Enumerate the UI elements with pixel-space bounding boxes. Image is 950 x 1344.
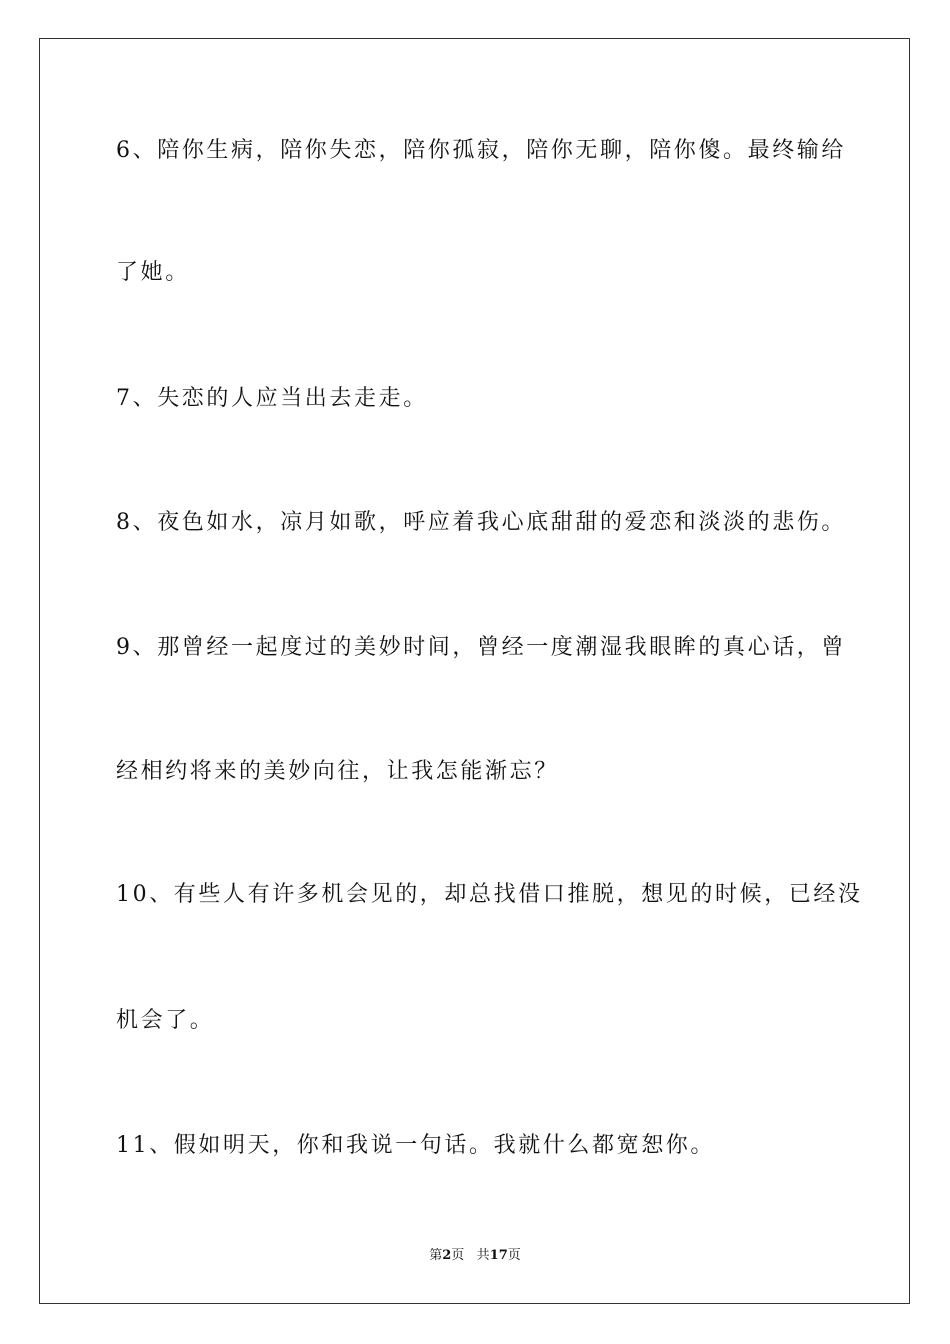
body-line-5: 9、那曾经一起度过的美妙时间，曾经一度潮湿我眼眸的真心话，曾 (116, 635, 846, 660)
body-line-3: 7、失恋的人应当出去走走。 (116, 386, 428, 411)
footer-total-prefix: 共 (476, 1248, 490, 1263)
body-line-2: 了她。 (116, 260, 190, 285)
footer-page-prefix: 第 (429, 1248, 443, 1263)
body-line-1: 6、陪你生病，陪你失恋，陪你孤寂，陪你无聊，陪你傻。最终输给 (116, 138, 846, 163)
body-line-7: 10、有些人有许多机会见的，却总找借口推脱，想见的时候，已经没 (116, 882, 863, 907)
footer-total-pages: 17 (489, 1248, 508, 1263)
footer-page-suffix: 页 (451, 1248, 465, 1263)
page-border (39, 38, 910, 1304)
body-line-8: 机会了。 (116, 1008, 215, 1033)
footer-page-number: 2 (442, 1248, 452, 1263)
page-footer (0, 1246, 950, 1266)
footer-total-suffix: 页 (507, 1248, 521, 1263)
body-line-4: 8、夜色如水，凉月如歌，呼应着我心底甜甜的爱恋和淡淡的悲伤。 (116, 510, 846, 535)
body-line-6: 经相约将来的美妙向往，让我怎能渐忘？ (116, 759, 559, 784)
body-line-9: 11、假如明天，你和我说一句话。我就什么都宽恕你。 (116, 1133, 715, 1158)
